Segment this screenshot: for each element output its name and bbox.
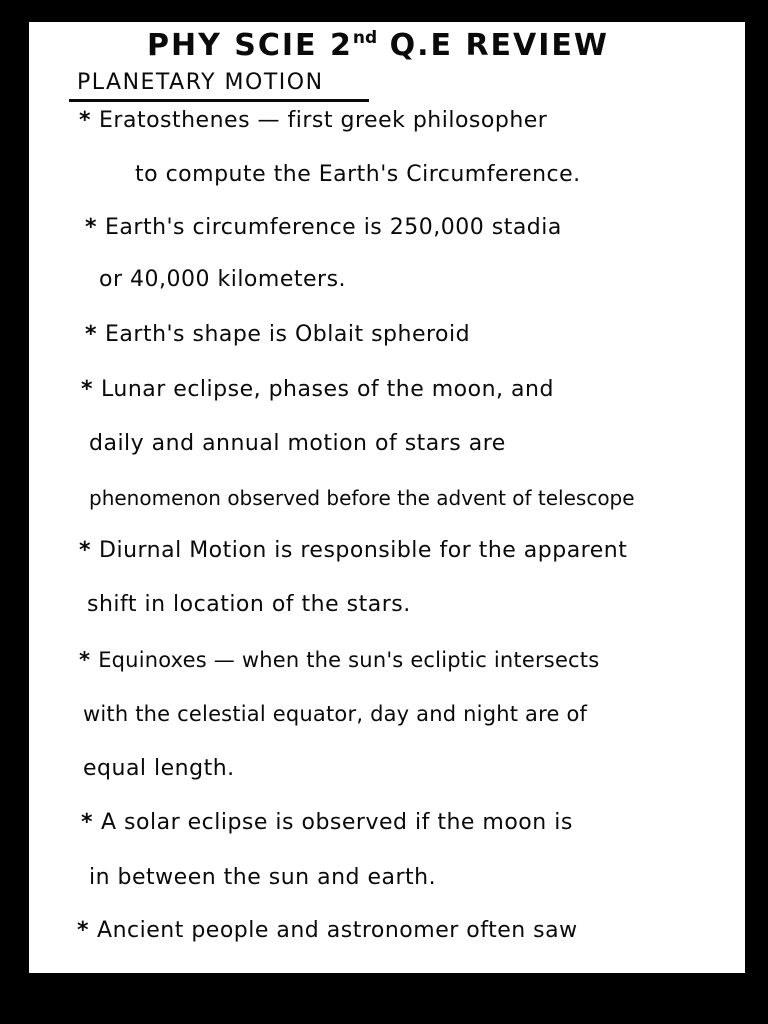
note-text: A solar eclipse is observed if the moon is	[101, 810, 573, 835]
page-title	[147, 30, 609, 61]
note-line-14	[81, 812, 573, 834]
note-line-3	[85, 217, 562, 239]
bullet-asterisk-icon: *	[81, 377, 94, 402]
bullet-asterisk-icon: *	[79, 648, 91, 672]
bullet-asterisk-icon: *	[85, 215, 98, 240]
note-text: Diurnal Motion is responsible for the apparent	[99, 538, 628, 563]
note-line-1	[79, 110, 547, 132]
note-text: daily and annual motion of stars are	[89, 431, 506, 456]
title-rest: Q.E REVIEW	[377, 28, 609, 63]
note-line-12	[83, 704, 587, 725]
note-line-7	[89, 433, 506, 455]
note-line-15	[89, 867, 436, 889]
note-text: Eratosthenes — first greek philosopher	[99, 108, 548, 133]
bullet-asterisk-icon: *	[85, 322, 98, 347]
note-text: to compute the Earth's Circumference.	[135, 162, 581, 187]
note-line-5	[85, 324, 470, 346]
note-line-9	[79, 540, 627, 562]
note-text: Earth's shape is Oblait spheroid	[105, 322, 471, 347]
note-text: shift in location of the stars.	[87, 592, 411, 617]
note-text: Lunar eclipse, phases of the moon, and	[101, 377, 554, 402]
note-line-16	[77, 920, 578, 942]
note-line-8	[89, 488, 635, 508]
section-underline	[69, 99, 369, 102]
note-text: in between the sun and earth.	[89, 865, 437, 890]
note-text: or 40,000 kilometers.	[99, 267, 347, 292]
note-line-4	[99, 269, 346, 291]
title-superscript: nd	[352, 28, 378, 48]
notes-page	[29, 22, 745, 973]
note-text: with the celestial equator, day and night are of	[83, 702, 588, 726]
bullet-asterisk-icon: *	[81, 810, 94, 835]
bullet-asterisk-icon: *	[79, 108, 92, 133]
note-line-10	[87, 594, 411, 616]
title-superscript-number: 2	[330, 28, 353, 63]
bullet-asterisk-icon: *	[79, 538, 92, 563]
note-text: Ancient people and astronomer often saw	[97, 918, 578, 943]
note-text: Equinoxes — when the sun's ecliptic intersects	[98, 648, 600, 672]
note-text: equal length.	[83, 756, 235, 781]
note-text: phenomenon observed before the advent of telescope	[89, 486, 635, 510]
note-text: Earth's circumference is 250,000 stadia	[105, 215, 562, 240]
section-heading: PLANETARY MOTION	[77, 70, 324, 95]
note-line-6	[81, 379, 554, 401]
note-line-2	[135, 164, 581, 186]
title-main: PHY SCIE	[147, 28, 330, 63]
note-line-13	[83, 758, 235, 780]
bullet-asterisk-icon: *	[77, 918, 90, 943]
note-line-11	[79, 650, 599, 671]
